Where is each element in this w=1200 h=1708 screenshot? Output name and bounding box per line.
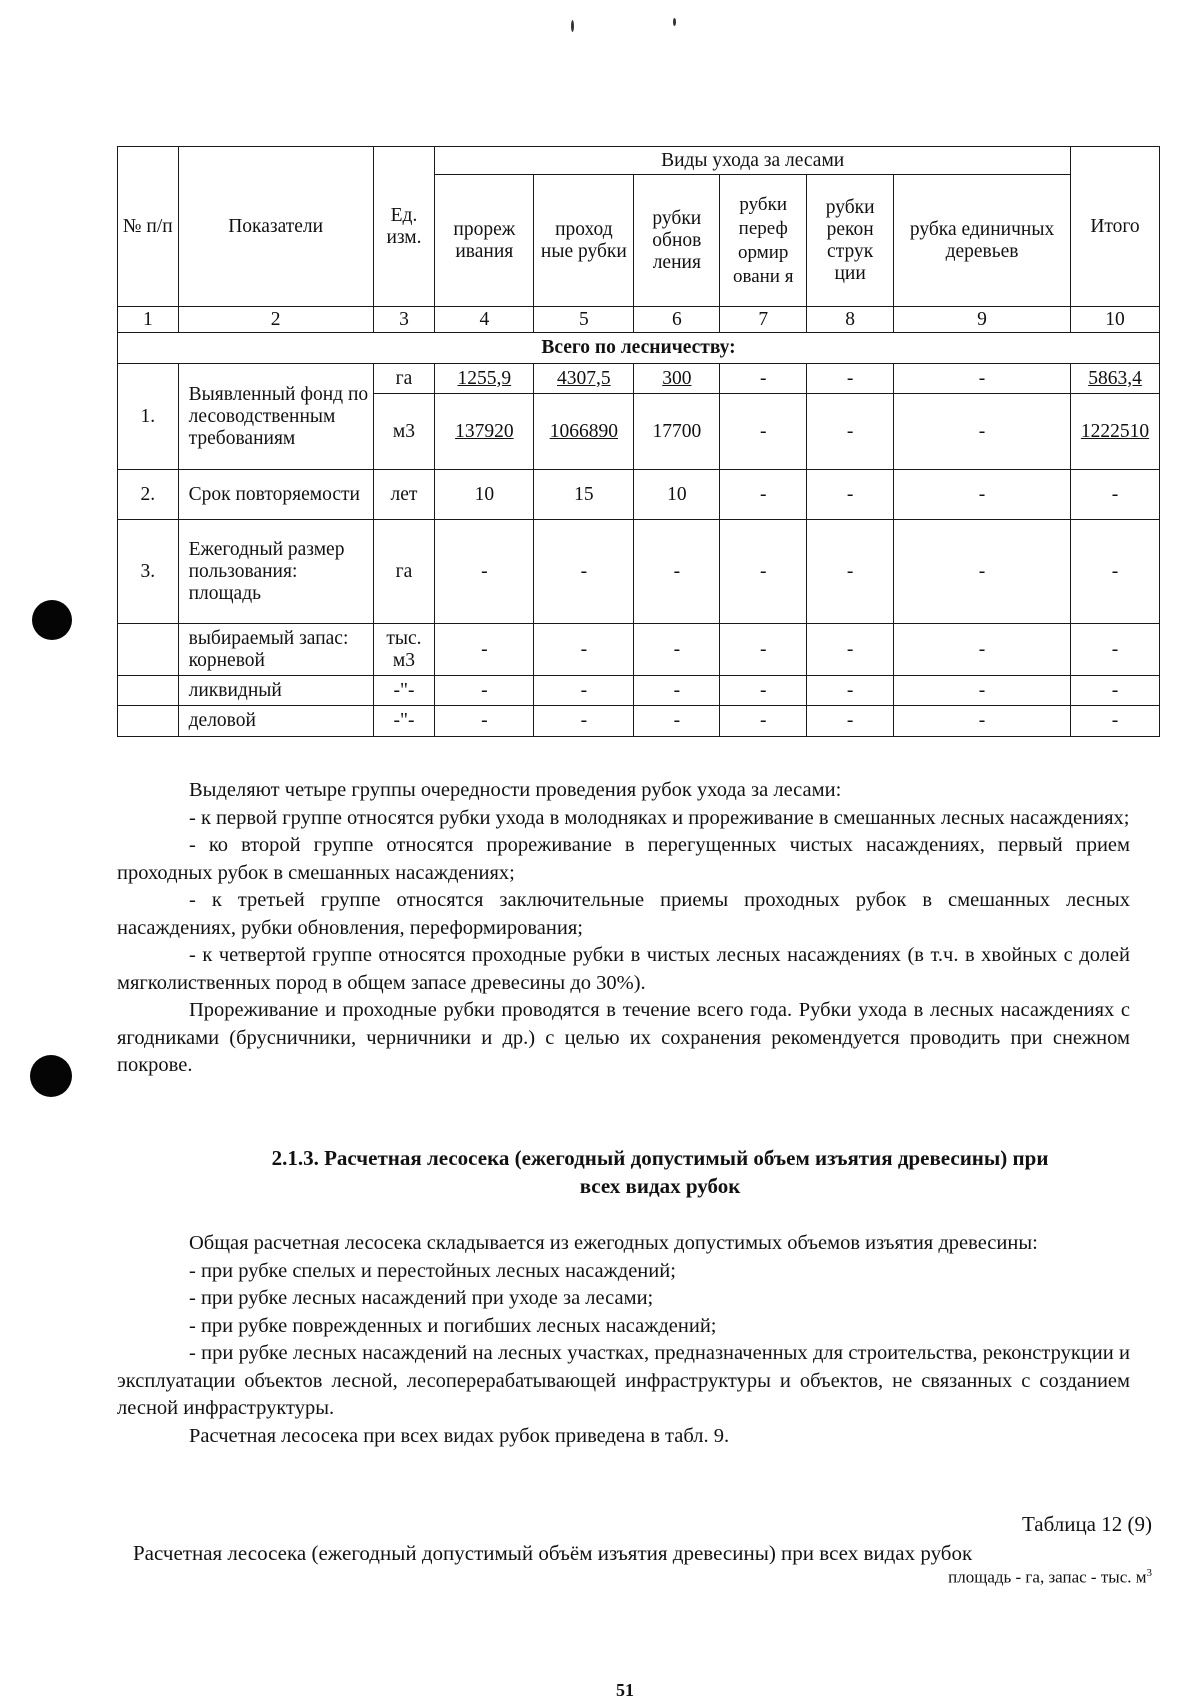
cell-value: - <box>807 364 894 394</box>
section-row-total-forestry: Всего по лесничеству: <box>118 333 1160 364</box>
paragraph: - к четвертой группе относятся проходные рубки в чистых лесных насаждениях (в т.ч. в хвойных с долей мягколиственных пород в общем запасе древесины до 30%). <box>117 944 1130 994</box>
cell-value: 300 <box>634 364 720 394</box>
table-row <box>118 624 1160 676</box>
cell-value: - <box>435 520 534 624</box>
column-number: 3 <box>373 307 435 333</box>
scan-speck <box>571 20 574 32</box>
row-unit: лет <box>373 470 435 520</box>
cell-value: - <box>807 394 894 470</box>
section-heading-line: всех видах рубок <box>579 1174 741 1198</box>
row-unit: га <box>373 520 435 624</box>
cell-value: - <box>807 676 894 706</box>
cell-value: - <box>807 520 894 624</box>
column-number: 2 <box>178 307 373 333</box>
row-num <box>118 706 179 737</box>
cell-value: - <box>894 676 1071 706</box>
column-number-row <box>118 307 1160 333</box>
header-unit: Ед. изм. <box>373 147 435 307</box>
row-num: 3. <box>118 520 179 624</box>
cell-total: 1222510 <box>1071 394 1160 470</box>
column-number: 10 <box>1071 307 1160 333</box>
row-indicator: Ежегодный размер пользования: площадь <box>178 520 373 624</box>
row-indicator: Выявленный фонд по лесоводственным требованиям <box>178 364 373 470</box>
cell-value: - <box>720 676 807 706</box>
units-superscript: 3 <box>1146 1567 1152 1579</box>
cell-total: - <box>1071 676 1160 706</box>
cell-value: - <box>894 394 1071 470</box>
column-number: 6 <box>634 307 720 333</box>
cell-value: - <box>720 706 807 737</box>
row-unit: -"- <box>373 706 435 737</box>
row-unit: тыс. м3 <box>373 624 435 676</box>
list-item: - при рубке лесных насаждений при уходе за лесами; <box>189 1287 654 1309</box>
cell-value: - <box>894 706 1071 737</box>
cell-value: - <box>435 624 534 676</box>
cell-value: - <box>634 520 720 624</box>
row-unit: м3 <box>373 394 435 470</box>
header-indicator: Показатели <box>178 147 373 307</box>
table-row <box>118 520 1160 624</box>
forest-care-table <box>117 146 1160 737</box>
list-item: - при рубке лесных насаждений на лесных участках, предназначенных для строительства, реконструкции и эксплуатации объектов лесной, лесоперерабатывающей инфраструктуры и объектов, не связанных с созданием лесной инфраструктуры. <box>117 1342 1130 1419</box>
header-passage-cutting: проход ные рубки <box>534 175 634 307</box>
care-groups-text <box>117 777 1130 1080</box>
table-caption-units <box>948 1567 1152 1588</box>
header-thinning: прореж ивания <box>435 175 534 307</box>
paragraph: - ко второй группе относятся прореживание в перегущенных чистых насаждениях, первый прием проходных рубок в смешанных насаждениях; <box>117 834 1130 884</box>
cell-value: - <box>894 364 1071 394</box>
paragraph: - к третьей группе относятся заключительные приемы проходных рубок в смешанных лесных насаждениях, рубки обновления, переформирования; <box>117 889 1130 939</box>
cell-value: - <box>435 676 534 706</box>
cell-total: - <box>1071 624 1160 676</box>
cell-value: - <box>807 624 894 676</box>
cell-value: 137920 <box>435 394 534 470</box>
row-indicator: Срок повторяемости <box>178 470 373 520</box>
cell-value: - <box>720 394 807 470</box>
cell-value: - <box>807 470 894 520</box>
table-row <box>118 706 1160 737</box>
header-reconstruction-cutting: рубки рекон струк ции <box>807 175 894 307</box>
cell-total: - <box>1071 470 1160 520</box>
cell-value: 17700 <box>634 394 720 470</box>
row-num: 2. <box>118 470 179 520</box>
cell-value: - <box>894 470 1071 520</box>
table-row <box>118 470 1160 520</box>
row-unit: -"- <box>373 676 435 706</box>
cell-total: - <box>1071 520 1160 624</box>
paragraph: Прореживание и проходные рубки проводятся в течение всего года. Рубки ухода в лесных насаждениях с ягодниками (брусничники, черничники и др.) с целью их сохранения рекомендуется проводить при снежном покрове. <box>117 999 1130 1076</box>
cell-total: 5863,4 <box>1071 364 1160 394</box>
header-single-tree-cutting: рубка единичных деревьев <box>894 175 1071 307</box>
column-number: 4 <box>435 307 534 333</box>
column-number: 8 <box>807 307 894 333</box>
cell-value: - <box>634 706 720 737</box>
table-row <box>118 364 1160 394</box>
table-number: Таблица 12 (9) <box>1021 1512 1152 1536</box>
paragraph: Общая расчетная лесосека складывается из ежегодных допустимых объемов изъятия древесины: <box>189 1232 1038 1254</box>
cell-total: - <box>1071 706 1160 737</box>
cell-value: - <box>720 624 807 676</box>
row-indicator: деловой <box>178 706 373 737</box>
cell-value: 1066890 <box>534 394 634 470</box>
cell-value: - <box>534 676 634 706</box>
cell-value: 10 <box>634 470 720 520</box>
cell-value: - <box>435 706 534 737</box>
cell-value: - <box>720 470 807 520</box>
list-item: - при рубке спелых и перестойных лесных насаждений; <box>189 1259 676 1282</box>
cell-value: - <box>634 624 720 676</box>
paragraph: - к первой группе относятся рубки ухода в молодняках и прореживание в смешанных лесных насаждениях; <box>189 806 1130 829</box>
cell-value: - <box>534 520 634 624</box>
cell-value: - <box>534 624 634 676</box>
cell-value: - <box>894 520 1071 624</box>
cell-value: - <box>634 676 720 706</box>
cell-value: - <box>720 520 807 624</box>
cell-value: - <box>807 706 894 737</box>
column-number: 1 <box>118 307 179 333</box>
header-renewal-cutting: рубки обнов ления <box>634 175 720 307</box>
table-row <box>118 676 1160 706</box>
cell-value: 4307,5 <box>534 364 634 394</box>
column-number: 5 <box>534 307 634 333</box>
paragraph: Выделяют четыре группы очередности проведения рубок ухода за лесами: <box>189 779 842 801</box>
cell-value: - <box>720 364 807 394</box>
cell-value: 1255,9 <box>435 364 534 394</box>
allowable-cut-text <box>117 1230 1130 1450</box>
punch-hole-mark <box>30 1055 72 1097</box>
cell-value: - <box>534 706 634 737</box>
punch-hole-mark <box>32 600 72 640</box>
list-item: - при рубке поврежденных и погибших лесных насаждений; <box>189 1314 717 1337</box>
row-indicator: ликвидный <box>178 676 373 706</box>
cell-value: - <box>894 624 1071 676</box>
paragraph: Расчетная лесосека при всех видах рубок приведена в табл. 9. <box>189 1424 730 1447</box>
row-num <box>118 624 179 676</box>
header-total: Итого <box>1071 147 1160 307</box>
scan-speck <box>673 18 676 26</box>
cell-value: 15 <box>534 470 634 520</box>
section-heading-line: 2.1.3. Расчетная лесосека (ежегодный допустимый объем изъятия древесины) при <box>271 1146 1049 1170</box>
row-unit: га <box>373 364 435 394</box>
table-caption-title: Расчетная лесосека (ежегодный допустимый объём изъятия древесины) при всех видах рубок <box>133 1541 973 1565</box>
column-number: 7 <box>720 307 807 333</box>
cell-value: 10 <box>435 470 534 520</box>
row-num: 1. <box>118 364 179 470</box>
page-number: 51 <box>616 1680 634 1700</box>
header-group-care-types: Виды ухода за лесами <box>435 147 1071 175</box>
section-heading <box>190 1144 1130 1200</box>
header-num: № п/п <box>118 147 179 307</box>
header-reformation-cutting: рубки переф ормир овани я <box>720 175 807 307</box>
column-number: 9 <box>894 307 1071 333</box>
row-num <box>118 676 179 706</box>
row-indicator: выбираемый запас: корневой <box>178 624 373 676</box>
units-text: площадь - га, запас - тыс. м <box>948 1567 1147 1587</box>
